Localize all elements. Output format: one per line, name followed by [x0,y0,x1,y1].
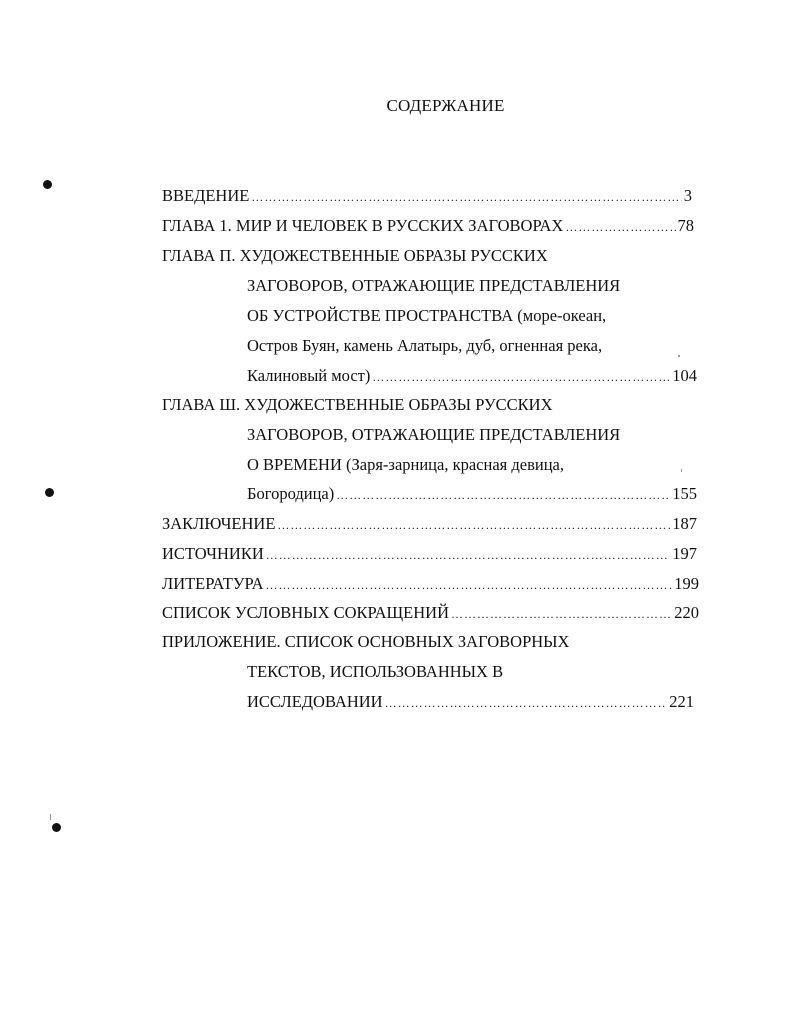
scan-speck [678,355,680,357]
toc-entry-page: 220 [674,603,699,622]
page-title: СОДЕРЖАНИЕ [386,96,505,115]
toc-appendix-line-1: ПРИЛОЖЕНИЕ. СПИСОК ОСНОВНЫХ ЗАГОВОРНЫХ [162,632,570,651]
scan-speck [50,814,51,820]
toc-entry-label: Калиновый мост) [247,366,371,385]
toc-entry-label: ИСТОЧНИКИ [162,544,264,563]
toc-entry-label: Богородица) [247,484,335,503]
toc-entry-label: ЛИТЕРАТУРА [162,574,264,593]
hole-punch-bottom [52,823,61,832]
toc-entry-page: 78 [677,216,694,235]
toc-entry-label: ВВЕДЕНИЕ [162,186,250,205]
toc-leader-dots [451,604,672,624]
toc-entry-chapter-3 [247,484,697,505]
toc-entry-sources [162,544,697,565]
toc-chapter-2-line-2: ЗАГОВОРОВ, ОТРАЖАЮЩИЕ ПРЕДСТАВЛЕНИЯ [247,276,621,295]
toc-leader-dots [266,545,670,565]
toc-leader-dots [277,515,670,535]
toc-entry-page: 221 [669,692,694,711]
toc-leader-dots [336,485,670,505]
toc-entry-chapter-1 [162,216,694,237]
toc-leader-dots [266,575,673,595]
toc-entry-appendix [247,692,694,713]
toc-chapter-3-line-1: ГЛАВА Ш. ХУДОЖЕСТВЕННЫЕ ОБРАЗЫ РУССКИХ [162,395,553,414]
toc-chapter-3-line-2: ЗАГОВОРОВ, ОТРАЖАЮЩИЕ ПРЕДСТАВЛЕНИЯ [247,425,621,444]
toc-chapter-3-line-3: О ВРЕМЕНИ (Заря-зарница, красная девица, [247,455,564,474]
toc-entry-abbreviations [162,603,699,624]
toc-entry-label: ГЛАВА 1. МИР И ЧЕЛОВЕК В РУССКИХ ЗАГОВОРАХ [162,216,564,235]
toc-entry-page: 187 [672,514,697,533]
hole-punch-top [43,180,52,189]
toc-chapter-2-line-1: ГЛАВА П. ХУДОЖЕСТВЕННЫЕ ОБРАЗЫ РУССКИХ [162,246,548,265]
toc-leader-dots [385,693,668,713]
toc-chapter-2-line-3: ОБ УСТРОЙСТВЕ ПРОСТРАНСТВА (море-океан, [247,306,607,325]
hole-punch-middle [45,488,54,497]
toc-entry-chapter-2 [247,366,697,387]
toc-chapter-2-line-4: Остров Буян, камень Алатырь, дуб, огненная река, [247,336,603,355]
toc-leader-dots [251,187,681,207]
toc-entry-page: 3 [683,186,692,205]
toc-entry-page: 155 [672,484,697,503]
toc-leader-dots [565,217,675,237]
toc-entry-label: ИССЛЕДОВАНИИ [247,692,383,711]
toc-entry-page: 197 [672,544,697,563]
toc-appendix-line-2: ТЕКСТОВ, ИСПОЛЬЗОВАННЫХ В [247,662,504,681]
toc-entry-page: 199 [674,574,699,593]
toc-entry-literature [162,574,699,595]
toc-entry-label: СПИСОК УСЛОВНЫХ СОКРАЩЕНИЙ [162,603,450,622]
toc-entry-label: ЗАКЛЮЧЕНИЕ [162,514,276,533]
scan-speck [681,469,682,472]
toc-leader-dots [372,367,670,387]
toc-entry-page: 104 [672,366,697,385]
toc-entry-conclusion [162,514,697,535]
toc-entry-introduction [162,186,692,207]
